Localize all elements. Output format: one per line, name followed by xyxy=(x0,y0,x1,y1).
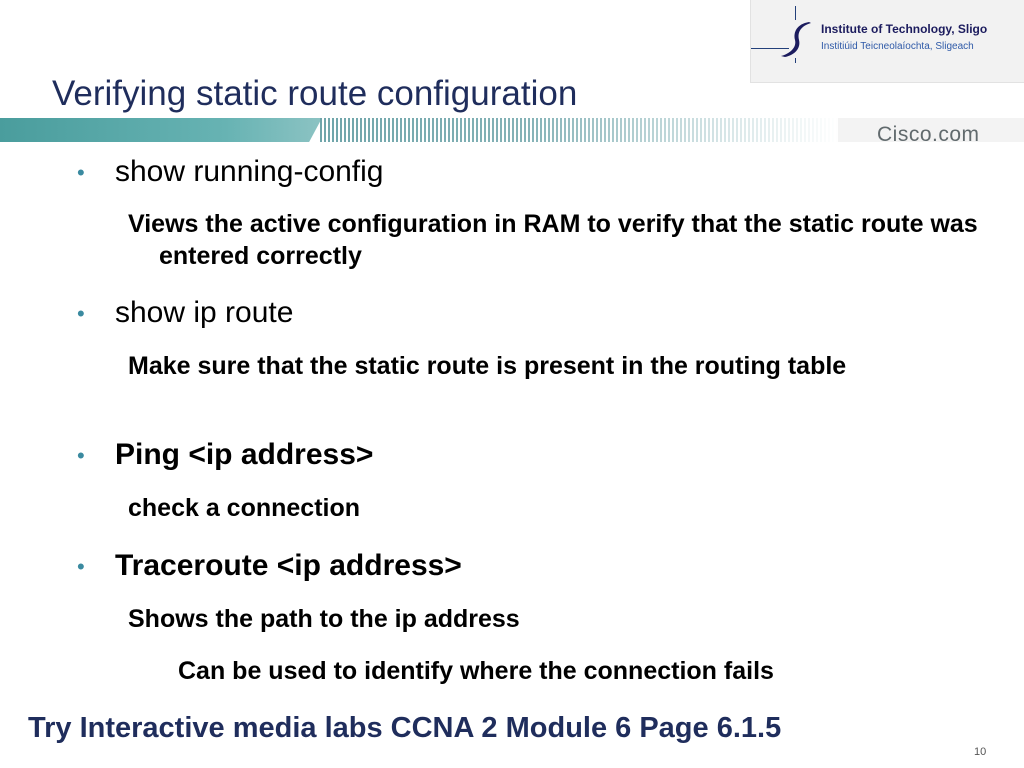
logo-divider-line xyxy=(795,6,796,20)
description-ping: check a connection xyxy=(128,494,361,522)
header-banner xyxy=(0,118,1024,142)
bullet-icon: • xyxy=(77,443,85,468)
description-show-running-config: Views the active configuration in RAM to verify that the static route was entered correctly xyxy=(128,210,978,270)
banner-stripes xyxy=(320,118,840,142)
sligo-swoosh-icon xyxy=(779,20,813,58)
logo-divider-line-lower xyxy=(795,58,796,63)
command-ping: Ping <ip address> xyxy=(115,438,374,471)
institute-name: Institute of Technology, Sligo xyxy=(821,22,988,36)
sub-description-traceroute: Can be used to identify where the connection fails xyxy=(178,657,774,685)
banner-solid-band xyxy=(0,118,322,142)
institute-logo xyxy=(750,0,1024,83)
bullet-icon: • xyxy=(77,160,85,185)
bullet-icon: • xyxy=(77,554,85,579)
bullet-icon: • xyxy=(77,301,85,326)
command-show-ip-route: show ip route xyxy=(115,296,294,329)
command-traceroute: Traceroute <ip address> xyxy=(115,549,462,582)
description-traceroute: Shows the path to the ip address xyxy=(128,605,520,633)
slide-title: Verifying static route configuration xyxy=(52,74,578,113)
page-number: 10 xyxy=(974,746,987,758)
description-show-ip-route: Make sure that the static route is present in the routing table xyxy=(128,352,847,380)
institute-name-irish: Institiúid Teicneolaíochta, Sligeach xyxy=(821,41,974,52)
cisco-logo: Cisco.com xyxy=(877,123,980,146)
footer-note: Try Interactive media labs CCNA 2 Module 6 Page 6.1.5 xyxy=(28,712,782,744)
command-show-running-config: show running-config xyxy=(115,155,384,188)
